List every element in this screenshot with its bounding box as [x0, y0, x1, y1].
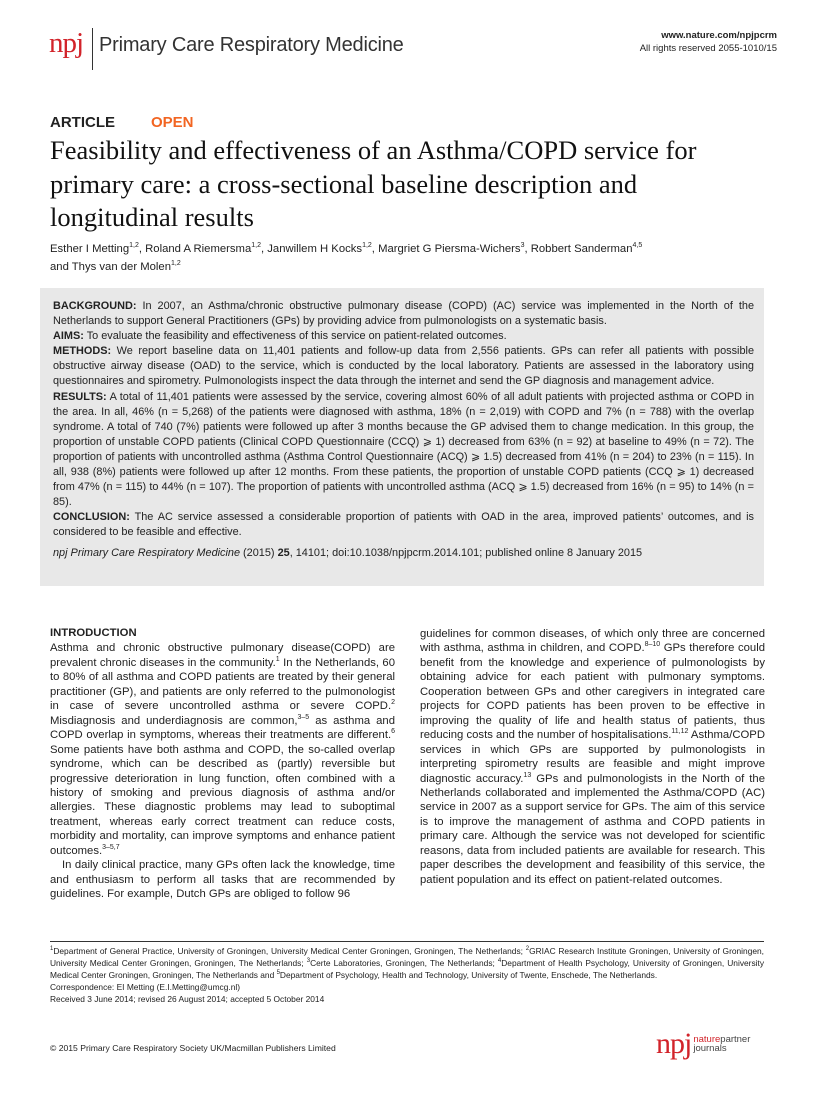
text-run: In the Netherlands, 60 to 80% of all asthma and COPD patients are treated by their general practitioner (GP), and patients are only referred to the pulmonologist in case of severe uncontrolled asthma or severe COPD.	[50, 656, 395, 713]
text-run: In daily clinical practice, many GPs often lack the knowledge, time and enthusiasm to perform all tasks that are recommended by guidelines. For example, Dutch GPs are obliged to follow 96	[50, 859, 395, 901]
abstract-section	[53, 344, 754, 389]
text-run: as asthma and COPD overlap in symptoms, whereas their treatments are different.	[50, 714, 395, 742]
correspondence: Correspondence: EI Metting (E.I.Metting@umcg.nl)	[50, 982, 241, 993]
body-column-right	[420, 627, 765, 887]
citation-rest: , 14101; doi:10.1038/npjpcrm.2014.101; published online 8 January 2015	[289, 546, 643, 559]
text-run: GPs therefore could benefit from the knowledge and experience of pulmonologists by obtaining advice for each patient with pulmonary symptoms. Cooperation between GPs and other caregivers in integrated care projects for COPD patients has been proven to be effective in improving the quality of life and health status of patients, thus reducing costs and the number of hospitalisations.	[420, 642, 765, 742]
npj-logo-mark: npj	[656, 1027, 692, 1060]
header-divider	[92, 28, 93, 70]
footnote-rule	[50, 941, 764, 942]
logo-text	[693, 1035, 750, 1053]
text-run: and Thys van der Molen	[50, 261, 171, 273]
open-access-badge: OPEN	[151, 114, 194, 131]
superscript-ref: 5	[276, 970, 280, 977]
superscript-ref: 3	[520, 242, 525, 250]
abstract-label: BACKGROUND:	[53, 300, 137, 312]
abstract-text: To evaluate the feasibility and effectiveness of this service on patient-related outcomes.	[83, 330, 507, 343]
abstract-text: The AC service assessed a considerable proportion of patients with OAD in the area, improved patients’ outcomes, and is considered to be feasible and effective.	[53, 511, 754, 539]
article-type	[50, 114, 194, 131]
article-type-label: ARTICLE	[50, 114, 115, 131]
journal-name: Primary Care Respiratory Medicine	[99, 34, 404, 56]
superscript-ref: 3–5	[297, 713, 310, 721]
text-run: Department of General Practice, University of Groningen, University Medical Center Groningen, Groningen, The Netherlands;	[53, 946, 526, 956]
abstract-text: In 2007, an Asthma/chronic obstructive pulmonary disease (COPD) (AC) service was implemented in the North of the Netherlands to support General Practitioners (GPs) by providing advice from pulmonologists on a systematic basis.	[53, 300, 754, 328]
abstract-label: RESULTS:	[53, 390, 107, 403]
abstract-label: METHODS:	[53, 345, 112, 358]
section-heading-introduction: INTRODUCTION	[50, 627, 137, 639]
superscript-ref: 1,2	[251, 242, 261, 250]
body-paragraph	[50, 641, 395, 858]
text-run: , Margriet G Piersma-Wichers	[371, 243, 521, 255]
text-run: Department of Psychology, Health and Technology, University of Twente, Enschede, The Netherlands.	[279, 970, 658, 981]
superscript-ref: 4,5	[632, 242, 643, 250]
abstract-section	[53, 510, 754, 540]
text-run: Some patients have both asthma and COPD, the so-called overlap syndrome, which can be described as (partly) reversible but progressive deterioration in lung function, often combined with a history of smoking and previous diagnosis of asthma and/or allergies. These diagnostic problems may lead to suboptimal treatment, whereas early correct treatment can reduce costs, morbidity and mortality, can improve symptoms and enhance patient outcomes.	[50, 743, 395, 857]
abstract-box	[40, 288, 764, 586]
text-run: GRIAC Research Institute Groningen, University of Groningen, University Medical Center Groningen, Groningen, The Netherlands;	[50, 946, 764, 969]
superscript-ref: 1,2	[129, 242, 139, 250]
text-run: , Roland A Riemersma	[138, 243, 252, 255]
body-paragraph	[50, 858, 395, 901]
text-run: Department of Health Psychology, University of Groningen, University Medical Center Groningen, Groningen, The Netherlands and	[50, 958, 765, 981]
received-dates: Received 3 June 2014; revised 26 August 2014; accepted 5 October 2014	[50, 994, 325, 1005]
affiliations	[50, 945, 764, 981]
citation-volume: 25	[277, 546, 290, 559]
superscript-ref: 2	[391, 699, 395, 707]
abstract-text: A total of 11,401 patients were assessed by the service, covering almost 60% of all adult patients with projected asthma or COPD in the area. In all, 46% (n = 5,268) of the patients were diagnosed with asthma, 18% (n = 2,019) with COPD and 7% (n = 788) with the overlap syndrome. A total of 740 (7%) patients were followed up after 3 months because the GP advised them to change medication. In this group, the proportion of unstable COPD patients (Clinical COPD Questionnaire (CCQ) ⩾ 1) decreased from 63% (n = 92) at baseline to 49% (n = 72). The proportion of patients with uncontrolled asthma (Asthma Control Questionnaire (ACQ) ⩾ 1.5) decreased from 41% (n = 204) to 23% (n = 115). In all, 938 (8%) patients were followed up after 12 months. From these patients, the proportion of unstable COPD patients (CCQ ⩾ 1) decreased from 47% (n = 115) to 44% (n = 107). The proportion of patients with uncontrolled asthma (ACQ ⩾ 1.5) decreased from 16% (n = 95) to 14% (n = 85).	[53, 390, 754, 509]
superscript-ref: 13	[523, 771, 532, 779]
superscript-ref: 3–5,7	[102, 844, 120, 852]
npj-logo: npj	[49, 27, 84, 59]
text-run: Certe Laboratories, Groningen, The Netherlands;	[310, 958, 498, 969]
logo-partner: partner	[720, 1034, 751, 1045]
text-run: , Janwillem H Kocks	[260, 243, 363, 255]
footnotes	[50, 945, 764, 1005]
author-line	[50, 258, 770, 276]
copyright: © 2015 Primary Care Respiratory Society UK/Macmillan Publishers Limited	[50, 1043, 336, 1053]
superscript-ref: 8–10	[644, 641, 661, 649]
text-run: , Robbert Sanderman	[524, 243, 633, 255]
text-run: Asthma/COPD services in which GPs are supported by pulmonologists in interpreting spirometry results are feasible and might improve diagnostic accuracy.	[420, 729, 765, 785]
abstract-section	[53, 329, 754, 344]
logo-journals: journals	[693, 1043, 727, 1054]
superscript-ref: 3	[306, 958, 311, 965]
abstract-label: AIMS:	[53, 330, 84, 343]
header-info	[640, 29, 777, 55]
superscript-ref: 4	[497, 958, 502, 965]
superscript-ref: 1	[50, 946, 54, 953]
superscript-ref: 11,12	[671, 728, 689, 736]
author-line	[50, 240, 770, 258]
body-paragraph	[420, 627, 765, 887]
text-run: Asthma and chronic obstructive pulmonary disease(COPD) are prevalent chronic diseases in the community.	[50, 642, 395, 669]
citation-journal: npj Primary Care Respiratory Medicine	[53, 546, 241, 559]
superscript-ref: 1,2	[362, 242, 372, 250]
superscript-ref: 1,2	[171, 260, 181, 268]
text-run: guidelines for common diseases, of which only three are concerned with asthma, asthma in children, and COPD.	[420, 628, 765, 655]
abstract-section	[53, 299, 754, 329]
article-title: Feasibility and effectiveness of an Asthma/COPD service for primary care: a cross-sectional baseline description and longitudinal results	[50, 135, 697, 232]
logo-nature: nature	[693, 1034, 721, 1045]
citation-year: (2015)	[240, 546, 278, 559]
abstract-section	[53, 390, 754, 511]
superscript-ref: 1	[275, 656, 280, 664]
citation-line	[53, 546, 754, 561]
text-run: Misdiagnosis and underdiagnosis are common,	[50, 714, 298, 727]
npj-partner-logo	[656, 1027, 751, 1060]
journal-url[interactable]: www.nature.com/npjpcrm	[661, 30, 777, 41]
abstract-sections	[53, 299, 754, 541]
rights-text: All rights reserved 2055-1010/15	[639, 43, 777, 54]
superscript-ref: 2	[525, 946, 530, 953]
body-column-left	[50, 626, 395, 902]
left-paragraphs	[50, 641, 395, 901]
author-list	[50, 240, 770, 276]
text-run: GPs and pulmonologists in the North of the Netherlands collaborated and implemented the Asthma/COPD (AC) service in 2007 as a support service for GPs. The aim of this service is to improve the management of asthma and COPD patients in primary care. Although the service was not developed for scientific reasons, data from included patients are available for research. This paper describes the development and feasibility of this service, the patient population and its effect on patient-related outcomes.	[420, 772, 765, 886]
superscript-ref: 6	[391, 728, 395, 736]
text-run: Esther I Metting	[50, 243, 130, 255]
abstract-label: CONCLUSION:	[53, 511, 130, 524]
abstract-text: We report baseline data on 11,401 patients and follow-up data from 2,556 patients. GPs can refer all patients with possible obstructive airway disease (OAD) to the service, which is conducted by the local laboratory. Patients are assessed in the laboratory using questionnaires and spirometry. Pulmonologists inspect the data through the internet and send the GP diagnosis and management advice.	[53, 345, 754, 388]
